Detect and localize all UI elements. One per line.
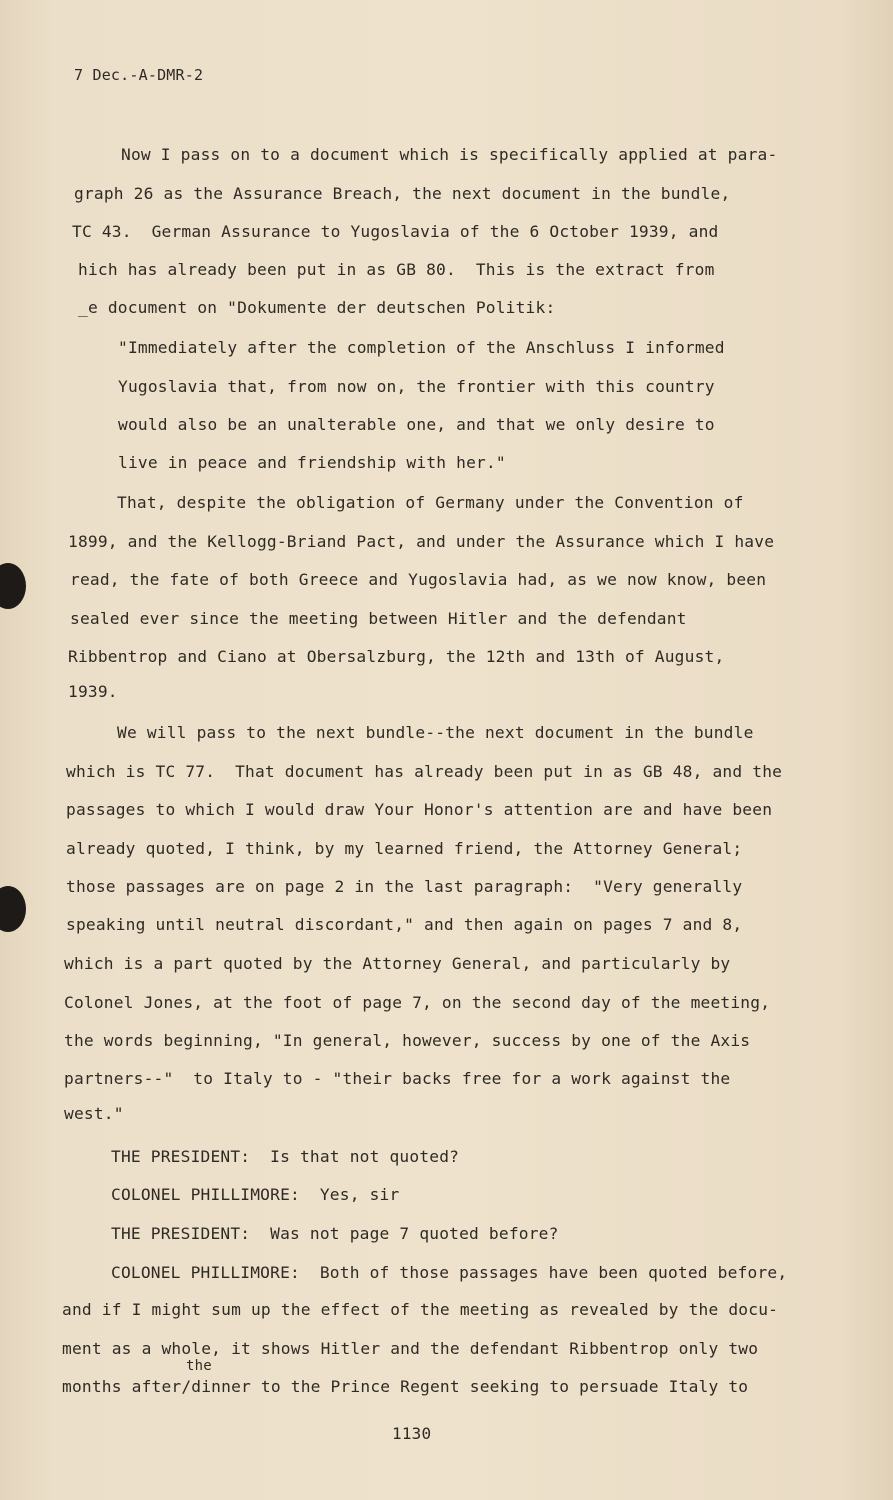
text-line: and if I might sum up the effect of the meeting as revealed by the docu- (62, 1300, 779, 1319)
text-line: We will pass to the next bundle--the next document in the bundle (117, 723, 754, 742)
text-line: graph 26 as the Assurance Breach, the next document in the bundle, (74, 184, 731, 203)
text-line: Now I pass on to a document which is specifically applied at para- (121, 145, 778, 164)
text-line: Yugoslavia that, from now on, the frontier with this country (118, 377, 715, 396)
text-line: ment as a whole, it shows Hitler and the defendant Ribbentrop only two (62, 1339, 759, 1358)
text-line: COLONEL PHILLIMORE: Both of those passages have been quoted before, (111, 1263, 788, 1282)
text-line: live in peace and friendship with her." (118, 453, 506, 472)
binder-hole (0, 563, 26, 609)
interlinear-insertion: the (186, 1358, 212, 1374)
page-number: 1130 (392, 1424, 432, 1443)
text-line: Ribbentrop and Ciano at Obersalzburg, the 12th and 13th of August, (68, 647, 725, 666)
text-line: sealed ever since the meeting between Hitler and the defendant (70, 609, 687, 628)
text-line: read, the fate of both Greece and Yugoslavia had, as we now know, been (70, 570, 767, 589)
text-line: partners--" to Italy to - "their backs free for a work against the (64, 1069, 731, 1088)
text-line: which is a part quoted by the Attorney General, and particularly by (64, 954, 731, 973)
document-header: 7 Dec.-A-DMR-2 (74, 66, 204, 84)
binder-hole (0, 886, 26, 932)
text-line: west." (64, 1104, 124, 1123)
text-line: THE PRESIDENT: Was not page 7 quoted before? (111, 1224, 559, 1243)
text-line: months after/dinner to the Prince Regent seeking to persuade Italy to (62, 1377, 749, 1396)
text-line: those passages are on page 2 in the last paragraph: "Very generally (66, 877, 743, 896)
text-line: "Immediately after the completion of the Anschluss I informed (118, 338, 725, 357)
text-line: the words beginning, "In general, however, success by one of the Axis (64, 1031, 751, 1050)
text-line: would also be an unalterable one, and that we only desire to (118, 415, 715, 434)
text-line: which is TC 77. That document has already been put in as GB 48, and the (66, 762, 783, 781)
text-line: That, despite the obligation of Germany under the Convention of (117, 493, 744, 512)
text-line: passages to which I would draw Your Honor's attention are and have been (66, 800, 773, 819)
text-line: TC 43. German Assurance to Yugoslavia of the 6 October 1939, and (72, 222, 719, 241)
text-line: 1899, and the Kellogg-Briand Pact, and under the Assurance which I have (68, 532, 775, 551)
text-line: 1939. (68, 682, 118, 701)
text-line: hich has already been put in as GB 80. This is the extract from (78, 260, 715, 279)
text-line: COLONEL PHILLIMORE: Yes, sir (111, 1185, 400, 1204)
text-line: speaking until neutral discordant," and then again on pages 7 and 8, (66, 915, 743, 934)
text-line: already quoted, I think, by my learned friend, the Attorney General; (66, 839, 743, 858)
text-line: _e document on "Dokumente der deutschen Politik: (78, 298, 556, 317)
text-line: Colonel Jones, at the foot of page 7, on the second day of the meeting, (64, 993, 771, 1012)
text-line: THE PRESIDENT: Is that not quoted? (111, 1147, 460, 1166)
